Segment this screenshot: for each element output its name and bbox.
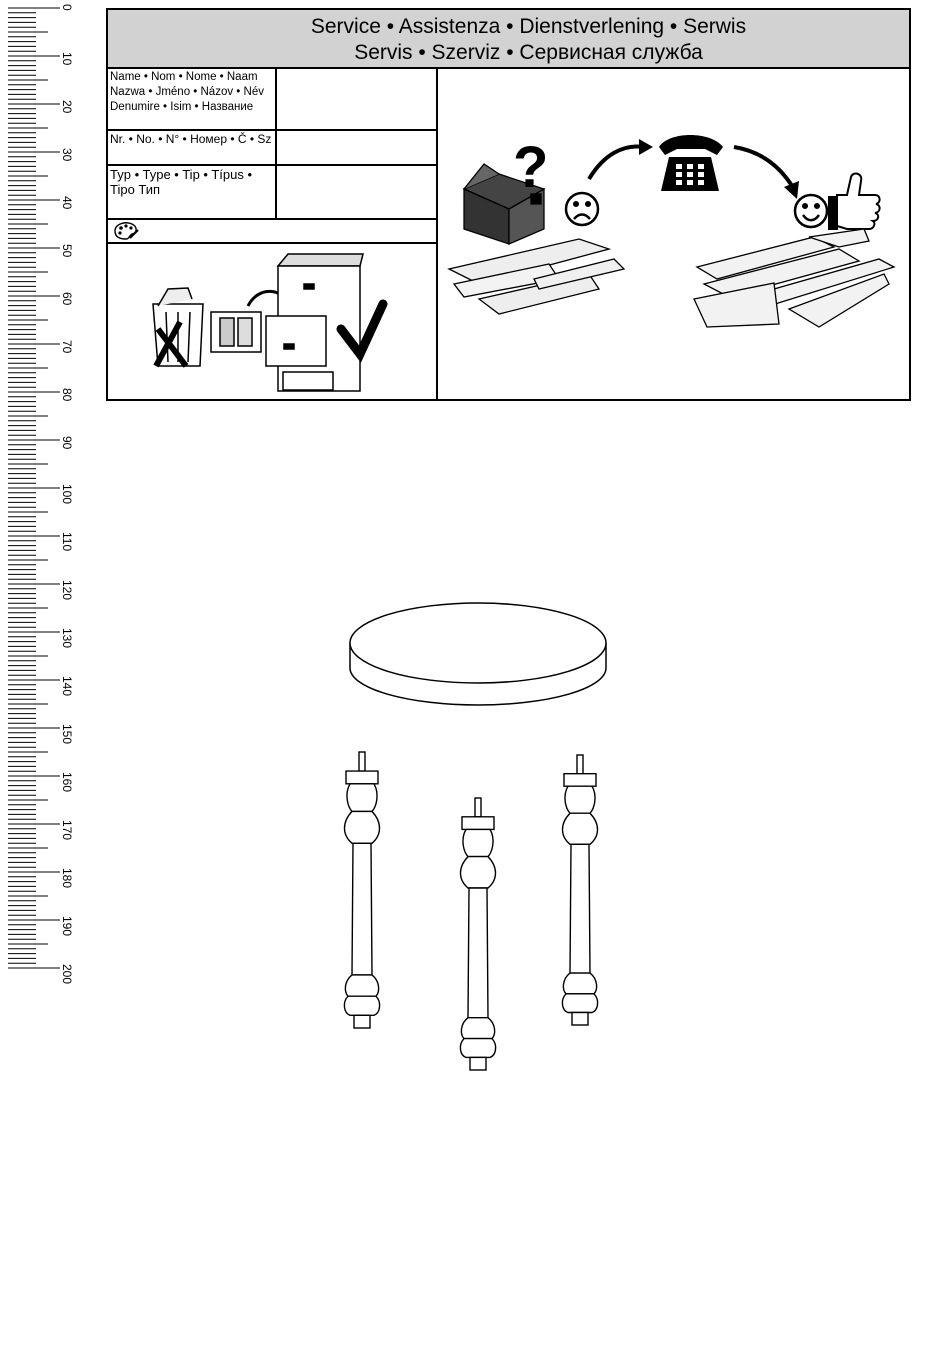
arrow-from-phone-icon (734, 147, 794, 189)
parts-delivered-icon (694, 229, 894, 327)
question-mark: ? (513, 135, 549, 200)
ruler-label: 10 (60, 52, 74, 66)
ruler-label: 50 (60, 244, 74, 258)
filing-cabinet-icon (266, 254, 363, 391)
number-label-cell (108, 131, 277, 166)
service-info-box (106, 8, 911, 401)
ruler-label: 170 (60, 820, 74, 841)
panel-divider (436, 69, 438, 399)
type-label: Typ • Type • Tip • Típus • Tipo Тип (110, 167, 253, 197)
product-parts-illustration (0, 410, 950, 1370)
telephone-icon (659, 135, 723, 191)
ruler-label: 150 (60, 724, 74, 745)
round-table-top (350, 603, 606, 705)
ruler-label: 130 (60, 628, 74, 649)
table-legs (344, 752, 597, 1070)
ruler-label: 180 (60, 868, 74, 889)
ruler-label: 60 (60, 292, 74, 306)
number-value-field[interactable] (277, 131, 438, 166)
manual-booklet-icon (211, 312, 261, 352)
service-header (108, 10, 909, 69)
ruler-label: 190 (60, 916, 74, 937)
sad-face-icon (566, 193, 598, 225)
table-leg (344, 752, 379, 1028)
number-label: Nr. • No. • N° • Номер • Č • Sz (110, 132, 272, 146)
ruler-label: 40 (60, 196, 74, 210)
name-label: Name • Nom • Nome • Naam Nazwa • Jméno • Názov • Név Denumire • Isim • Название (110, 71, 264, 113)
ruler-label: 200 (60, 964, 74, 985)
happy-face-icon (795, 195, 827, 227)
ruler-label: 140 (60, 676, 74, 697)
type-label-cell (108, 166, 277, 220)
name-value-field[interactable] (277, 69, 438, 131)
ruler-label: 120 (60, 580, 74, 601)
ruler-label: 160 (60, 772, 74, 793)
ruler-label: 30 (60, 148, 74, 162)
ruler-label: 0 (60, 4, 74, 11)
service-title-line-2: Servis • Szerviz • Сервисная служба (354, 41, 703, 64)
arrow-to-phone-icon (589, 146, 644, 179)
color-row (108, 220, 438, 244)
service-process-illustration (439, 69, 909, 399)
keep-manual-illustration (108, 244, 436, 399)
ruler-label: 70 (60, 340, 74, 354)
table-leg (460, 798, 495, 1070)
service-title-line-1: Service • Assistenza • Dienstverlening • Serwis (310, 15, 747, 38)
table-leg (562, 755, 597, 1025)
ruler-label: 90 (60, 436, 74, 450)
palette-icon (111, 220, 141, 242)
ruler-label: 110 (60, 532, 74, 552)
ruler-label: 20 (60, 100, 74, 114)
type-value-field[interactable] (277, 166, 438, 220)
ruler-label: 80 (60, 388, 74, 402)
thumbs-up-icon (829, 174, 880, 229)
ruler-label: 100 (60, 484, 74, 505)
name-label-cell (108, 69, 277, 131)
